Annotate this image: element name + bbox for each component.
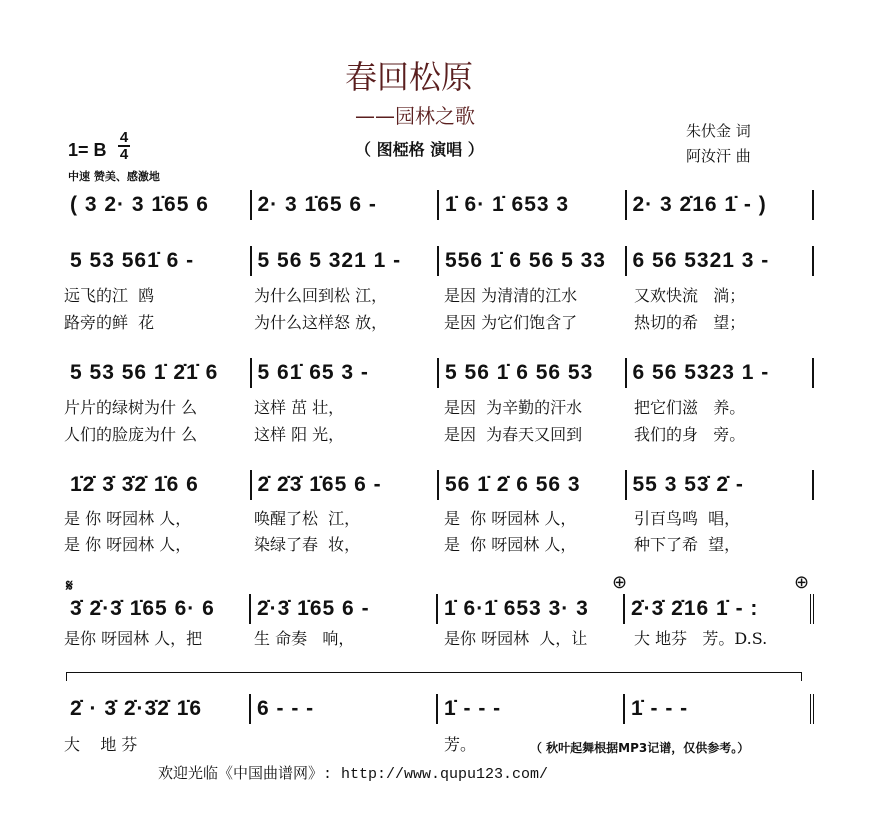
lyric-segment: 这样 茁 壮，	[254, 398, 345, 417]
lyrics-line	[64, 532, 824, 555]
measure: 56 1̇ 2̇ 6 56 3	[439, 470, 627, 500]
tempo-marking: 中速 赞美、感激地	[68, 170, 160, 183]
measure: 2̇·3̇ 2̇16 1̇ - :	[625, 594, 814, 624]
lyric-segment: 这样 阳 光，	[254, 425, 345, 444]
song-subtitle: ——园林之歌	[355, 104, 475, 128]
time-signature	[118, 130, 130, 162]
ending-bracket	[66, 672, 802, 681]
segno-icon: 𝄋	[66, 576, 73, 595]
measure: 2· 3 1̇65 6 -	[252, 190, 440, 220]
lyrics-line	[64, 626, 824, 649]
footer-website: 欢迎光临《中国曲谱网》: http://www.qupu123.com/	[158, 766, 549, 783]
measure: 6 - - -	[251, 694, 438, 724]
notation-row	[64, 190, 814, 220]
composer-credit: 阿汝汗 曲	[686, 147, 751, 165]
measure: 5 53 56 1̇ 2̇1̇ 6	[64, 358, 252, 388]
lyric-segment: 是因 为辛勤的汗水	[444, 398, 583, 417]
lyric-segment: 种下了希 望，	[634, 535, 741, 554]
measure: ( 3 2· 3 1̇65 6	[64, 190, 252, 220]
lyric-segment: 是 你 呀园林 人，	[444, 535, 577, 554]
measure: 2̇ · 3̇ 2̇·3̇2̇ 1̇6	[64, 694, 251, 724]
notation-row	[64, 470, 814, 500]
lyric-segment: 为什么回到松 江，	[254, 286, 388, 305]
measure: 2̇ 2̇3̇ 1̇65 6 -	[252, 470, 440, 500]
lyric-segment: 染绿了春 妆，	[254, 535, 361, 554]
lyric-segment: 人们的脸庞为什 么	[64, 425, 198, 444]
lyric-segment: 是 你 呀园林 人，	[444, 509, 577, 528]
lyric-segment: 大 地芬 芳。D.S.	[634, 629, 768, 648]
lyric-segment: 芳。	[444, 735, 477, 754]
measure: 6 56 5323 1 -	[627, 358, 815, 388]
lyric-segment: 是你 呀园林 人，让	[444, 629, 588, 648]
key-signature: 1= B	[68, 140, 107, 160]
measure: 1̇2̇ 3̇ 3̇2̇ 1̇6 6	[64, 470, 252, 500]
measure: 1̇ 6·1̇ 653 3· 3	[438, 594, 625, 624]
lyric-segment: 热切的希 望；	[634, 313, 746, 332]
measure: 6 56 5321 3 -	[627, 246, 815, 276]
notation-row	[64, 358, 814, 388]
lyrics-line	[64, 422, 824, 445]
lyrics-line	[64, 506, 824, 529]
lyric-segment: 是 你 呀园林 人，	[64, 509, 192, 528]
lyric-segment: 是你 呀园林 人，把	[64, 629, 203, 648]
lyric-segment: 大 地 芬	[64, 735, 138, 754]
notation-row	[64, 694, 814, 724]
lyrics-line	[64, 283, 824, 306]
lyric-segment: 把它们滋 养。	[634, 398, 746, 417]
time-bottom: 4	[119, 146, 129, 163]
measure: 1̇ 6· 1̇ 653 3	[439, 190, 627, 220]
measure: 556 1̇ 6 56 5 33	[439, 246, 627, 276]
lyric-segment: 是因 为它们饱含了	[444, 313, 578, 332]
measure: 1̇ - - -	[625, 694, 814, 724]
measure: 2̇·3̇ 1̇65 6 -	[251, 594, 438, 624]
lyric-segment: 生 命奏 响，	[254, 629, 355, 648]
measure: 2· 3 2̇16 1̇ - )	[627, 190, 815, 220]
coda-icon: ⊕	[612, 572, 628, 593]
measure: 5 61̇ 65 3 -	[252, 358, 440, 388]
transcription-note: （ 秋叶起舞根据MP3记谱，仅供参考。）	[530, 741, 750, 755]
coda-icon: ⊕	[794, 572, 810, 593]
lyric-segment: 唤醒了松 江，	[254, 509, 361, 528]
singer-credit: （ 图椏格 演唱 ）	[355, 140, 484, 159]
measure: 5 56 1̇ 6 56 53	[439, 358, 627, 388]
song-title: 春回松原	[345, 58, 474, 96]
lyricist-credit: 朱伏金 词	[686, 122, 751, 140]
notation-row	[64, 246, 814, 276]
lyrics-line	[64, 310, 824, 333]
lyric-segment	[254, 732, 444, 755]
lyric-segment: 我们的身 旁。	[634, 425, 746, 444]
lyric-segment: 是 你 呀园林 人，	[64, 535, 192, 554]
measure: 1̇ - - -	[438, 694, 625, 724]
measure: 3̇ 2̇·3̇ 1̇65 6· 6	[64, 594, 251, 624]
lyric-segment: 远飞的江 鸥	[64, 286, 155, 305]
notation-row	[64, 594, 814, 624]
lyric-segment: 是因 为清清的江水	[444, 286, 578, 305]
lyric-segment: 为什么这样怒 放，	[254, 313, 388, 332]
measure: 5 56 5 321 1 -	[252, 246, 440, 276]
time-top: 4	[119, 129, 129, 146]
lyric-segment: 路旁的鲜 花	[64, 313, 155, 332]
lyric-segment: 引百鸟鸣 唱，	[634, 509, 741, 528]
lyrics-line	[64, 395, 824, 418]
measure: 5 53 561̇ 6 -	[64, 246, 252, 276]
lyric-segment: 片片的绿树为什 么	[64, 398, 198, 417]
lyric-segment: 又欢快流 淌；	[634, 286, 746, 305]
lyric-segment: 是因 为春天又回到	[444, 425, 583, 444]
measure: 55 3 53̇ 2̇ -	[627, 470, 815, 500]
